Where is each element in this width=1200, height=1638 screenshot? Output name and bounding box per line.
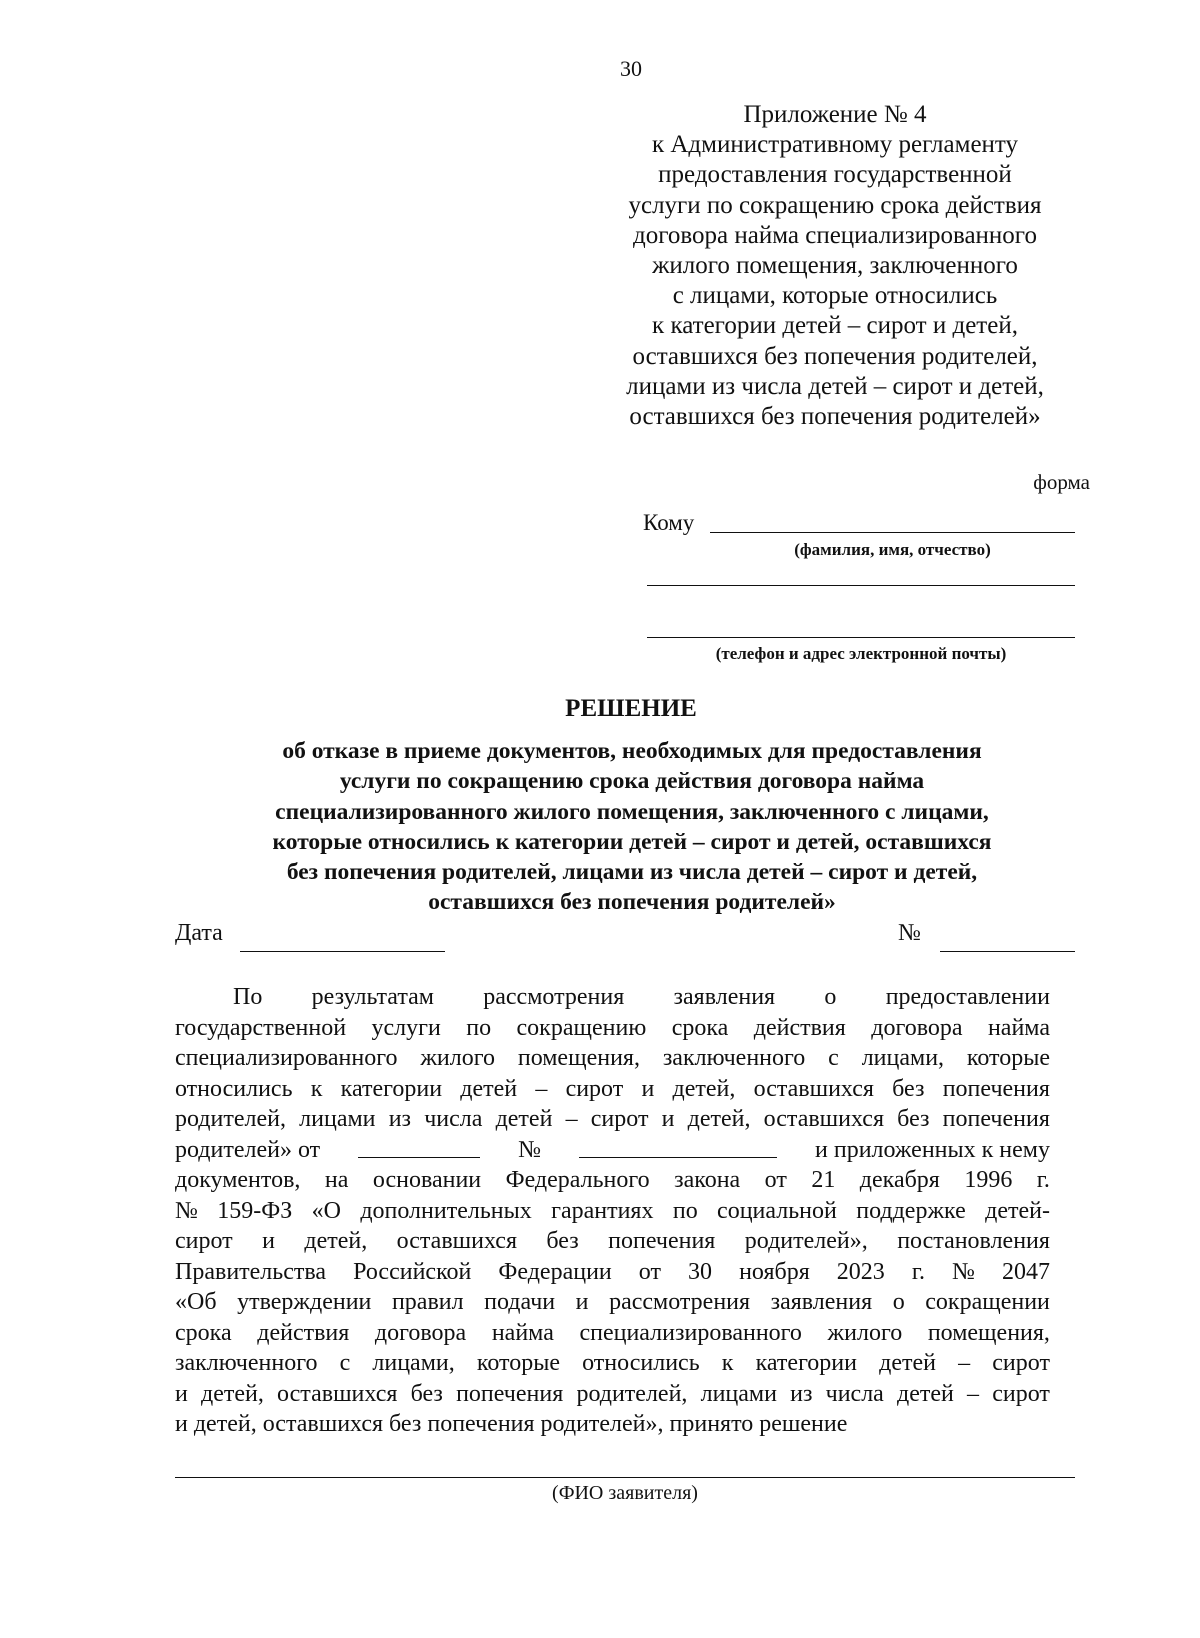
body-word: к: [310, 1075, 323, 1102]
body-word: срока: [175, 1319, 232, 1346]
body-word: утверждении: [237, 1289, 372, 1315]
body-word: договора: [374, 1319, 467, 1346]
body-word: детей,: [672, 1075, 736, 1102]
body-word: сирот: [565, 1075, 624, 1102]
application-number-blank[interactable]: [579, 1135, 777, 1158]
body-word: и: [262, 1228, 275, 1254]
body-word: жилого: [420, 1045, 495, 1071]
body-word: детей-: [985, 1197, 1050, 1224]
date-label: Дата: [175, 920, 223, 946]
body-word: без: [410, 1380, 443, 1407]
body-word: специализированного: [175, 1045, 398, 1071]
body-word: помещения,: [517, 1045, 640, 1071]
body-word: найма: [987, 1014, 1050, 1041]
appendix-line: услуги по сокращению срока действия: [628, 191, 1042, 219]
body-word: г.: [1036, 1167, 1050, 1193]
subtitle-line: об отказе в приеме документов, необходимых для предоставления: [282, 738, 982, 764]
body-word: детей: [879, 1350, 936, 1376]
appendix-line: договора найма специализированного: [633, 221, 1037, 249]
body-word: постановления: [897, 1228, 1050, 1254]
application-date-blank[interactable]: [358, 1135, 480, 1158]
subtitle-line: специализированного жилого помещения, заключенного с лицами,: [275, 798, 989, 825]
body-word: категории: [755, 1350, 857, 1376]
document-title: РЕШЕНИЕ: [565, 695, 697, 722]
body-word: от: [638, 1258, 661, 1285]
body-line: По результатам рассмотрения заявления о предоставлении: [233, 984, 1050, 1010]
body-word: от: [764, 1167, 787, 1193]
body-word: родителей»,: [744, 1228, 868, 1254]
body-word: 21: [811, 1167, 836, 1193]
body-word: ноября: [739, 1258, 810, 1285]
body-line: [175, 1379, 1050, 1410]
document-subtitle: [200, 736, 1064, 918]
body-word: Федерации: [498, 1258, 612, 1285]
body-word: и: [661, 1106, 675, 1132]
body-word: детей,: [304, 1228, 368, 1254]
body-word: числа: [424, 1106, 483, 1132]
appendix-line: к категории детей – сирот и детей,: [652, 312, 1018, 340]
body-word: основании: [372, 1167, 482, 1193]
body-word: и: [175, 1380, 188, 1407]
body-word: заключенного: [662, 1045, 806, 1071]
recipient-name-line[interactable]: [710, 532, 1075, 533]
body-word: рассмотрения: [609, 1289, 751, 1315]
body-word: детей,: [201, 1380, 264, 1407]
body-word: подачи: [484, 1289, 556, 1315]
body-word: сирот: [992, 1350, 1050, 1376]
body-line: родителей» от № и приложенных к нему: [175, 1136, 1050, 1163]
subtitle-line: которые относились к категории детей – сирот и детей, оставшихся: [272, 828, 992, 855]
body-word: Российской: [353, 1258, 472, 1285]
body-word: относились: [582, 1350, 700, 1376]
body-word: сирот: [992, 1380, 1050, 1407]
body-word: жилого: [827, 1319, 903, 1346]
appendix-line: лицами из числа детей – сирот и детей,: [626, 372, 1044, 400]
body-word: гарантиях: [551, 1197, 654, 1224]
applicant-caption: (ФИО заявителя): [552, 1482, 698, 1504]
body-line: [175, 1196, 1050, 1227]
body-word: попечения: [942, 1075, 1050, 1102]
recipient-extra-line[interactable]: [647, 585, 1075, 586]
body-word: поддержке: [856, 1197, 966, 1224]
body-word: документов,: [175, 1167, 301, 1193]
body-word: и: [575, 1289, 589, 1315]
body-word: –: [958, 1350, 971, 1376]
body-word: к: [721, 1350, 734, 1376]
body-word: на: [324, 1167, 349, 1193]
subtitle-line: без попечения родителей, лицами из числа детей – сирот и детей,: [286, 859, 978, 886]
body-word: попечения: [456, 1380, 564, 1407]
body-word: относились: [175, 1075, 293, 1102]
body-word: срока: [671, 1014, 729, 1041]
body-word: г.: [911, 1258, 925, 1285]
recipient-name-caption: (фамилия, имя, отчество): [794, 540, 991, 559]
body-word: «Об: [175, 1289, 217, 1315]
subtitle-line: оставшихся без попечения родителей»: [428, 889, 836, 916]
body-line: [175, 1043, 1050, 1074]
appendix-line: к Административному регламенту: [651, 131, 1019, 159]
body-word: лицами,: [372, 1350, 455, 1376]
body-word: о: [892, 1289, 905, 1315]
body-word: и: [641, 1075, 655, 1102]
body-word: 2047: [1001, 1258, 1050, 1285]
body-word: помещения,: [927, 1319, 1050, 1346]
applicant-name-line[interactable]: [175, 1477, 1075, 1478]
body-word: Федерального: [505, 1167, 650, 1193]
body-word: по: [466, 1014, 492, 1041]
body-word: 1996: [964, 1167, 1013, 1193]
body-word: попечения: [608, 1228, 716, 1254]
body-word: действия: [257, 1319, 350, 1346]
number-label: №: [898, 920, 921, 946]
body-word: государственной: [175, 1014, 347, 1041]
body-word: сирот: [175, 1228, 233, 1254]
body-word: №: [175, 1197, 198, 1224]
decision-body: [175, 982, 1050, 1440]
body-line: [175, 1165, 1050, 1196]
appendix-header: [600, 100, 1070, 432]
body-word: из: [388, 1106, 412, 1132]
body-word: лицами: [299, 1106, 376, 1132]
body-word: 30: [688, 1258, 713, 1285]
body-word: сирот: [590, 1106, 649, 1132]
body-word: оставшихся: [763, 1106, 884, 1132]
body-word: специализированного: [579, 1319, 802, 1346]
body-word: договора: [871, 1014, 963, 1041]
body-line: [175, 1318, 1050, 1349]
body-word: числа: [825, 1380, 884, 1407]
body-word: Правительства: [175, 1258, 327, 1285]
appendix-line: оставшихся без попечения родителей,: [632, 342, 1038, 370]
body-word: с: [828, 1045, 839, 1071]
body-line: [175, 1348, 1050, 1379]
body-word: детей: [897, 1380, 954, 1407]
body-word: заявления: [770, 1289, 873, 1315]
body-word: родителей,: [175, 1106, 286, 1132]
body-word: оставшихся: [753, 1075, 874, 1102]
appendix-line: Приложение № 4: [743, 101, 927, 128]
body-word: правил: [391, 1289, 464, 1315]
body-word: детей: [460, 1075, 518, 1102]
body-word: –: [535, 1075, 548, 1102]
recipient-label: Кому: [643, 510, 695, 535]
body-word: сокращении: [925, 1289, 1050, 1315]
recipient-contact-line[interactable]: [647, 637, 1075, 638]
body-word: 2023: [836, 1258, 885, 1285]
body-line: и детей, оставшихся без попечения родителей», принято решение: [175, 1411, 848, 1437]
body-word: которые: [476, 1350, 560, 1376]
body-word: без: [897, 1106, 930, 1132]
appendix-line: жилого помещения, заключенного: [652, 252, 1018, 280]
body-line: [175, 1257, 1050, 1288]
body-word: «О: [311, 1197, 341, 1224]
subtitle-line: услуги по сокращению срока действия договора найма: [339, 768, 925, 795]
body-word: категории: [340, 1075, 443, 1102]
page-number: 30: [620, 56, 642, 81]
body-word: с: [339, 1350, 351, 1376]
body-word: попечения: [942, 1106, 1050, 1132]
body-word: закона: [674, 1167, 741, 1193]
body-word: социальной: [717, 1197, 837, 1224]
body-line: [175, 1013, 1050, 1044]
body-word: без: [892, 1075, 925, 1102]
body-word: найма: [491, 1319, 554, 1346]
form-label: форма: [1033, 470, 1090, 494]
body-word: без: [546, 1228, 579, 1254]
body-word: детей,: [687, 1106, 751, 1132]
number-field-line[interactable]: [940, 951, 1075, 952]
body-word: –: [967, 1380, 980, 1407]
body-word: №: [952, 1258, 975, 1285]
body-line: [175, 1074, 1050, 1105]
appendix-line: предоставления государственной: [658, 161, 1012, 189]
body-word: оставшихся: [277, 1380, 398, 1407]
body-word: лицами: [700, 1380, 777, 1407]
body-word: из: [790, 1380, 813, 1407]
appendix-line: оставшихся без попечения родителей»: [629, 403, 1041, 431]
body-word: 159-ФЗ: [217, 1197, 293, 1224]
body-word: дополнительных: [360, 1197, 532, 1224]
date-field-line[interactable]: [240, 951, 445, 952]
body-line: [175, 1226, 1050, 1257]
body-word: сокращению: [516, 1014, 647, 1041]
body-word: по: [672, 1197, 698, 1224]
body-line: [175, 1104, 1050, 1135]
body-word: детей: [495, 1106, 553, 1132]
body-word: заключенного: [175, 1350, 318, 1376]
body-word: декабря: [859, 1167, 940, 1193]
body-word: которые: [966, 1045, 1050, 1071]
recipient-contact-caption: (телефон и адрес электронной почты): [715, 644, 1007, 663]
body-line: [175, 1287, 1050, 1318]
body-word: услуги: [371, 1014, 441, 1041]
body-word: оставшихся: [396, 1228, 517, 1254]
body-word: действия: [753, 1014, 846, 1041]
appendix-line: с лицами, которые относились: [672, 282, 998, 310]
body-word: родителей,: [576, 1380, 688, 1407]
body-word: –: [565, 1106, 578, 1132]
body-word: лицами,: [861, 1045, 945, 1071]
